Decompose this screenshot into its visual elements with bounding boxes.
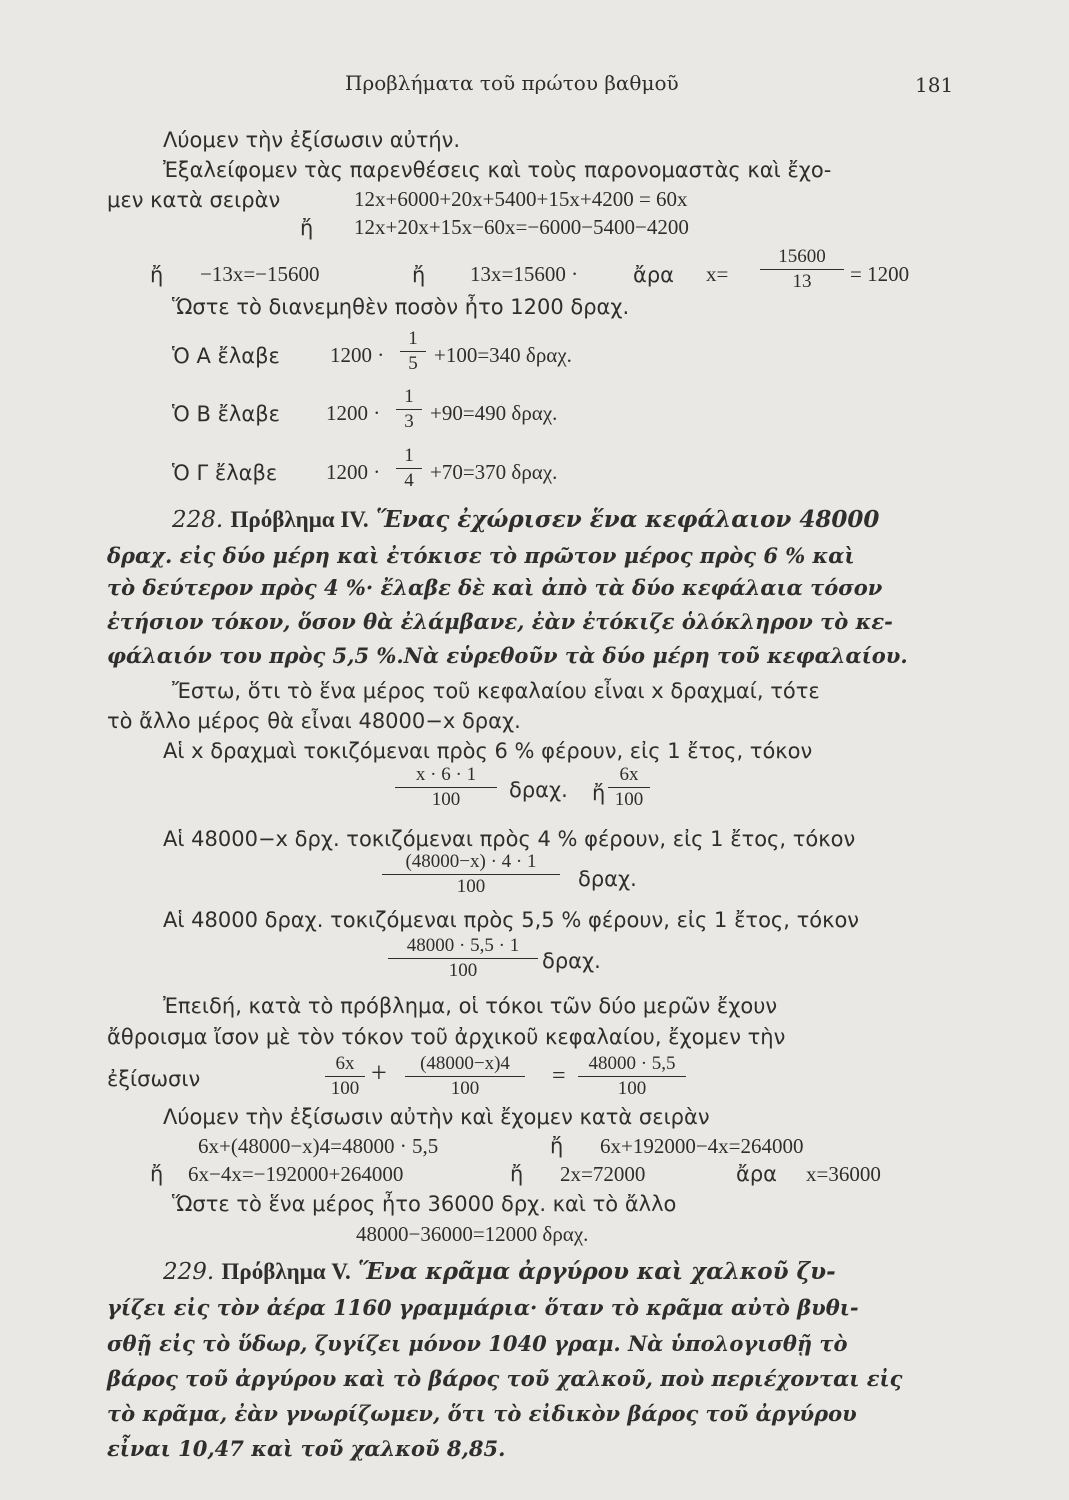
share-result: +100=340 δραχ. — [434, 343, 572, 367]
text-line: Αἱ 48000 δραχ. τοκιζόμεναι πρὸς 5,5 % φέρουν, εἰς 1 ἔτος, τόκον — [163, 908, 860, 932]
equation: 6x+192000−4x=264000 — [600, 1134, 804, 1158]
text-line: Λύομεν τὴν ἐξίσωσιν αὐτήν. — [163, 128, 461, 152]
problem-text: φάλαιόν του πρὸς 5,5 %.Νὰ εὑρεθοῦν τὰ δύο μέρη τοῦ κεφαλαίου. — [107, 643, 908, 668]
fraction-denominator: 100 — [617, 1078, 647, 1099]
problem-heading — [163, 1257, 836, 1287]
text-line: Ἐπειδή, κατὰ τὸ πρόβλημα, οἱ τόκοι τῶν δύο μερῶν ἔχουν — [163, 994, 778, 1018]
fraction-denominator: 100 — [431, 789, 461, 810]
share-label: Ὁ Β ἔλαβε — [172, 402, 280, 426]
share-result: +90=490 δραχ. — [430, 401, 558, 425]
text-line: μεν κατὰ σειρὰν — [107, 188, 281, 212]
problem-text: δραχ. εἰς δύο μέρη καὶ ἐτόκισε τὸ πρῶτον μέρος πρὸς 6 % καὶ — [107, 543, 855, 568]
equation: = 1200 — [850, 262, 910, 286]
problem-text: ἐτήσιον τόκον, ὅσον θὰ ἐλάμβανε, ἐὰν ἐτόκιζε ὁλόκληρον τὸ κε- — [107, 609, 893, 634]
fraction-denominator: 100 — [330, 1078, 360, 1099]
text-line: Ἐξαλείφομεν τὰς παρενθέσεις καὶ τοὺς παρονομαστὰς καὶ ἔχο- — [163, 158, 832, 182]
fraction-numerator: 6x — [608, 764, 650, 788]
text-line: Ὥστε τὸ διανεμηθὲν ποσὸν ἦτο 1200 δραχ. — [172, 295, 630, 319]
fraction-denominator: 100 — [614, 789, 644, 810]
problem-text: τὸ κρᾶμα, ἐὰν γνωρίζωμεν, ὅτι τὸ εἰδικὸν βάρος τοῦ ἀργύρου — [107, 1401, 857, 1426]
running-header: Προβλήματα τοῦ πρώτου βαθμοῦ — [345, 71, 679, 95]
problem-text: Ἕνα κρᾶμα ἀργύρου καὶ χαλκοῦ ζυ- — [358, 1258, 836, 1285]
page-number: 181 — [915, 73, 954, 97]
fraction — [608, 764, 650, 811]
fraction-numerator: 48000 · 5,5 · 1 — [388, 935, 538, 959]
fraction-numerator: x · 6 · 1 — [395, 764, 497, 788]
fraction-denominator: 100 — [448, 960, 478, 981]
text-line: τὸ ἄλλο μέρος θὰ εἶναι 48000−x δραχ. — [107, 709, 521, 733]
text-line: ἐξίσωσιν — [107, 1067, 201, 1091]
share-expr: 1200 · — [330, 343, 385, 367]
text-line: δραχ. — [578, 867, 637, 891]
text-line: ἄρα — [633, 263, 675, 287]
problem-number: 228. — [172, 507, 224, 533]
problem-number: 229. — [163, 1259, 215, 1285]
fraction-numerator: (48000−x)4 — [405, 1053, 525, 1077]
problem-heading — [172, 505, 879, 535]
fraction — [395, 764, 497, 811]
text-line: ἤ — [592, 781, 606, 805]
text-line: δραχ. — [542, 949, 601, 973]
fraction-denominator: 13 — [792, 271, 812, 292]
fraction-denominator: 100 — [450, 1078, 480, 1099]
text-line: δραχ. — [509, 778, 568, 802]
text-line: ἤ — [510, 1162, 524, 1186]
share-label: Ὁ Α ἔλαβε — [172, 344, 280, 368]
text-line: ἤ — [150, 1162, 164, 1186]
problem-text: γίζει εἰς τὸν ἀέρα 1160 γραμμάρια· ὅταν τὸ κρᾶμα αὐτὸ βυθι- — [107, 1295, 859, 1320]
equation: 12x+6000+20x+5400+15x+4200 = 60x — [354, 187, 688, 211]
share-label: Ὁ Γ ἔλαβε — [172, 461, 278, 485]
fraction-numerator: 1 — [400, 328, 426, 352]
text-line: Ὥστε τὸ ἕνα μέρος ἦτο 36000 δρχ. καὶ τὸ ἄλλο — [172, 1192, 677, 1216]
equation: x= — [706, 262, 729, 286]
problem-text: Ἕνας ἐχώρισεν ἕνα κεφάλαιον 48000 — [376, 506, 880, 533]
fraction-numerator: 48000 · 5,5 — [578, 1053, 686, 1077]
problem-text: εἶναι 10,47 καὶ τοῦ χαλκοῦ 8,85. — [107, 1436, 506, 1461]
equation: −13x=−15600 — [200, 262, 320, 286]
text-line: Ἔστω, ὅτι τὸ ἕνα μέρος τοῦ κεφαλαίου εἶναι x δραχμαί, τότε — [172, 679, 820, 703]
problem-title: Πρόβλημα IV. — [230, 507, 369, 532]
equation: 48000−36000=12000 δραχ. — [356, 1222, 589, 1246]
text-line: Αἱ x δραχμαὶ τοκιζόμεναι πρὸς 6 % φέρουν, εἰς 1 ἔτος, τόκον — [163, 739, 813, 763]
equals-sign: = — [552, 1063, 566, 1089]
equation: 13x=15600 · — [470, 262, 579, 286]
text-line: ἤ — [300, 216, 314, 240]
equation: x=36000 — [806, 1162, 881, 1186]
share-result: +70=370 δραχ. — [430, 460, 558, 484]
text-line: ἤ — [550, 1134, 564, 1158]
fraction-denominator: 5 — [408, 353, 418, 374]
equation: 12x+20x+15x−60x=−6000−5400−4200 — [354, 215, 689, 239]
fraction-numerator: 6x — [325, 1053, 365, 1077]
equation: 6x−4x=−192000+264000 — [188, 1162, 404, 1186]
problem-text: σθῇ εἰς τὸ ὕδωρ, ζυγίζει μόνον 1040 γραμ. Νὰ ὑπολογισθῇ τὸ — [107, 1331, 848, 1356]
text-line: ἤ — [412, 263, 426, 287]
problem-text: βάρος τοῦ ἀργύρου καὶ τὸ βάρος τοῦ χαλκοῦ, ποὺ περιέχονται εἰς — [107, 1366, 903, 1391]
text-line: Λύομεν τὴν ἐξίσωσιν αὐτὴν καὶ ἔχομεν κατὰ σειρὰν — [163, 1105, 710, 1129]
fraction-numerator: 1 — [396, 445, 422, 469]
fraction-numerator: 15600 — [760, 246, 844, 270]
text-line: Αἱ 48000−x δρχ. τοκιζόμεναι πρὸς 4 % φέρουν, εἰς 1 ἔτος, τόκον — [163, 827, 856, 851]
fraction — [396, 445, 422, 492]
problem-title: Πρόβλημα V. — [221, 1259, 351, 1284]
fraction-denominator: 3 — [404, 411, 414, 432]
fraction — [760, 246, 844, 293]
plus-sign: + — [371, 1058, 387, 1089]
fraction-denominator: 100 — [456, 876, 486, 897]
text-line: ἄρα — [736, 1162, 778, 1186]
share-expr: 1200 · — [326, 460, 381, 484]
fraction — [578, 1053, 686, 1100]
equation: 6x+(48000−x)4=48000 · 5,5 — [198, 1134, 439, 1158]
fraction — [382, 851, 560, 898]
fraction-numerator: (48000−x) · 4 · 1 — [382, 851, 560, 875]
text-line: ἤ — [150, 263, 164, 287]
fraction — [396, 386, 422, 433]
fraction — [400, 328, 426, 375]
fraction-denominator: 4 — [404, 470, 414, 491]
problem-text: τὸ δεύτερον πρὸς 4 %· ἔλαβε δὲ καὶ ἀπὸ τὰ δύο κεφάλαια τόσον — [107, 575, 883, 600]
share-expr: 1200 · — [326, 401, 381, 425]
fraction — [405, 1053, 525, 1100]
text-line: ἄθροισμα ἴσον μὲ τὸν τόκον τοῦ ἀρχικοῦ κεφαλαίου, ἔχομεν τὴν — [107, 1025, 786, 1049]
fraction — [325, 1053, 365, 1100]
fraction — [388, 935, 538, 982]
equation: 2x=72000 — [560, 1162, 646, 1186]
fraction-numerator: 1 — [396, 386, 422, 410]
